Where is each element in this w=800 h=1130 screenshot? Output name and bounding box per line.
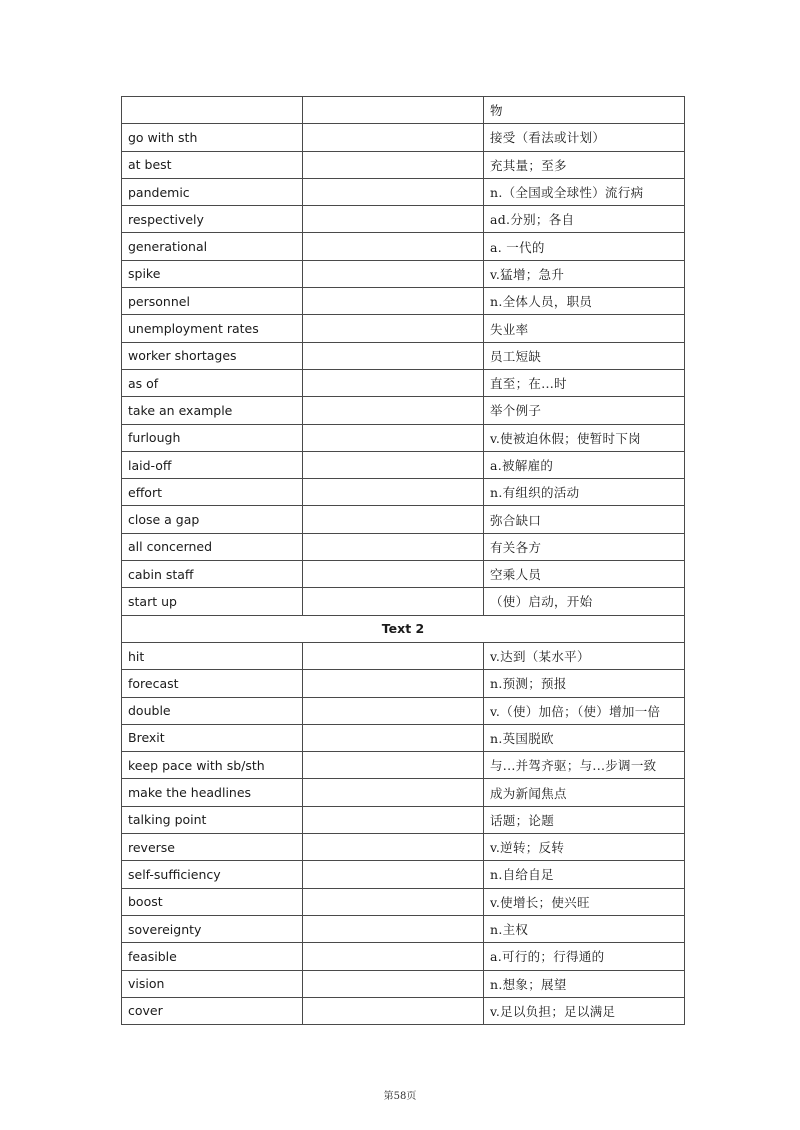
table-row: [122, 260, 685, 287]
blank-cell: [303, 178, 484, 205]
vocabulary-rows-after: [122, 642, 685, 1024]
page-number: 第58页: [383, 1091, 417, 1102]
table-row: [122, 724, 685, 751]
term-cell: reverse: [122, 834, 303, 861]
section-heading-row: [122, 615, 685, 642]
table-row: [122, 888, 685, 915]
blank-cell: [303, 342, 484, 369]
definition-cell: v.逆转；反转: [484, 834, 685, 861]
definition-cell: 话题；论题: [484, 806, 685, 833]
definition-cell: 与...并驾齐驱；与...步调一致: [484, 752, 685, 779]
definition-cell: a.被解雇的: [484, 451, 685, 478]
definition-cell: 成为新闻焦点: [484, 779, 685, 806]
definition-cell: a.可行的；行得通的: [484, 943, 685, 970]
blank-cell: [303, 670, 484, 697]
term-cell: all concerned: [122, 533, 303, 560]
blank-cell: [303, 915, 484, 942]
table-row: [122, 997, 685, 1024]
blank-cell: [303, 997, 484, 1024]
definition-cell: v.猛增；急升: [484, 260, 685, 287]
term-cell: generational: [122, 233, 303, 260]
table-row: [122, 178, 685, 205]
term-cell: spike: [122, 260, 303, 287]
definition-cell: 举个例子: [484, 397, 685, 424]
term-cell: take an example: [122, 397, 303, 424]
definition-cell: n.自给自足: [484, 861, 685, 888]
table-row: [122, 124, 685, 151]
term-cell: forecast: [122, 670, 303, 697]
term-cell: make the headlines: [122, 779, 303, 806]
blank-cell: [303, 533, 484, 560]
term-cell: Brexit: [122, 724, 303, 751]
table-row: [122, 369, 685, 396]
definition-cell: 充其量；至多: [484, 151, 685, 178]
definition-cell: 弥合缺口: [484, 506, 685, 533]
term-cell: hit: [122, 642, 303, 669]
blank-cell: [303, 233, 484, 260]
term-cell: go with sth: [122, 124, 303, 151]
term-cell: unemployment rates: [122, 315, 303, 342]
table-row: [122, 943, 685, 970]
term-cell: furlough: [122, 424, 303, 451]
definition-cell: v.使增长；使兴旺: [484, 888, 685, 915]
definition-cell: v.（使）加倍；（使）增加一倍: [484, 697, 685, 724]
section-heading: Text 2: [122, 615, 685, 642]
blank-cell: [303, 697, 484, 724]
term-cell: cover: [122, 997, 303, 1024]
table-row: [122, 151, 685, 178]
table-row: [122, 806, 685, 833]
blank-cell: [303, 779, 484, 806]
definition-cell: 有关各方: [484, 533, 685, 560]
table-row: [122, 206, 685, 233]
table-row: [122, 915, 685, 942]
table-row: [122, 642, 685, 669]
blank-cell: [303, 260, 484, 287]
definition-cell: （使）启动，开始: [484, 588, 685, 615]
definition-cell: n.英国脱欧: [484, 724, 685, 751]
definition-cell: 失业率: [484, 315, 685, 342]
term-cell: at best: [122, 151, 303, 178]
blank-cell: [303, 97, 484, 124]
vocabulary-rows-before: [122, 97, 685, 616]
table-row: [122, 588, 685, 615]
term-cell: close a gap: [122, 506, 303, 533]
term-cell: talking point: [122, 806, 303, 833]
blank-cell: [303, 451, 484, 478]
table-row: [122, 561, 685, 588]
blank-cell: [303, 424, 484, 451]
blank-cell: [303, 206, 484, 233]
term-cell: as of: [122, 369, 303, 396]
table-row: [122, 506, 685, 533]
blank-cell: [303, 834, 484, 861]
definition-cell: n.想象；展望: [484, 970, 685, 997]
definition-cell: v.足以负担；足以满足: [484, 997, 685, 1024]
definition-cell: n.有组织的活动: [484, 479, 685, 506]
term-cell: personnel: [122, 288, 303, 315]
term-cell: laid-off: [122, 451, 303, 478]
term-cell: pandemic: [122, 178, 303, 205]
term-cell: self-sufficiency: [122, 861, 303, 888]
blank-cell: [303, 888, 484, 915]
definition-cell: 直至；在...时: [484, 369, 685, 396]
blank-cell: [303, 397, 484, 424]
table-row: [122, 752, 685, 779]
blank-cell: [303, 588, 484, 615]
blank-cell: [303, 506, 484, 533]
table-row: [122, 779, 685, 806]
blank-cell: [303, 369, 484, 396]
blank-cell: [303, 970, 484, 997]
table-row: [122, 97, 685, 124]
term-cell: worker shortages: [122, 342, 303, 369]
term-cell: keep pace with sb/sth: [122, 752, 303, 779]
term-cell: effort: [122, 479, 303, 506]
table-row: [122, 342, 685, 369]
table-row: [122, 479, 685, 506]
table-row: [122, 697, 685, 724]
definition-cell: v.使被迫休假；使暂时下岗: [484, 424, 685, 451]
table-row: [122, 533, 685, 560]
table-row: [122, 233, 685, 260]
blank-cell: [303, 124, 484, 151]
table-row: [122, 451, 685, 478]
term-cell: vision: [122, 970, 303, 997]
blank-cell: [303, 479, 484, 506]
definition-cell: 员工短缺: [484, 342, 685, 369]
term-cell: [122, 97, 303, 124]
blank-cell: [303, 806, 484, 833]
definition-cell: 物: [484, 97, 685, 124]
blank-cell: [303, 943, 484, 970]
term-cell: respectively: [122, 206, 303, 233]
term-cell: boost: [122, 888, 303, 915]
term-cell: double: [122, 697, 303, 724]
table-row: [122, 424, 685, 451]
term-cell: sovereignty: [122, 915, 303, 942]
definition-cell: n.全体人员，职员: [484, 288, 685, 315]
blank-cell: [303, 642, 484, 669]
blank-cell: [303, 724, 484, 751]
definition-cell: 接受（看法或计划）: [484, 124, 685, 151]
definition-cell: n.预测；预报: [484, 670, 685, 697]
blank-cell: [303, 561, 484, 588]
table-row: [122, 397, 685, 424]
definition-cell: n.主权: [484, 915, 685, 942]
table-row: [122, 315, 685, 342]
term-cell: cabin staff: [122, 561, 303, 588]
definition-cell: a. 一代的: [484, 233, 685, 260]
blank-cell: [303, 861, 484, 888]
blank-cell: [303, 752, 484, 779]
definition-cell: ad.分别；各自: [484, 206, 685, 233]
blank-cell: [303, 288, 484, 315]
definition-cell: v.达到（某水平）: [484, 642, 685, 669]
blank-cell: [303, 151, 484, 178]
table-row: [122, 288, 685, 315]
vocabulary-table: [121, 96, 685, 1025]
table-row: [122, 834, 685, 861]
section-heading-row-group: [122, 615, 685, 642]
table-row: [122, 670, 685, 697]
term-cell: start up: [122, 588, 303, 615]
definition-cell: 空乘人员: [484, 561, 685, 588]
blank-cell: [303, 315, 484, 342]
term-cell: feasible: [122, 943, 303, 970]
table-row: [122, 861, 685, 888]
table-row: [122, 970, 685, 997]
definition-cell: n.（全国或全球性）流行病: [484, 178, 685, 205]
